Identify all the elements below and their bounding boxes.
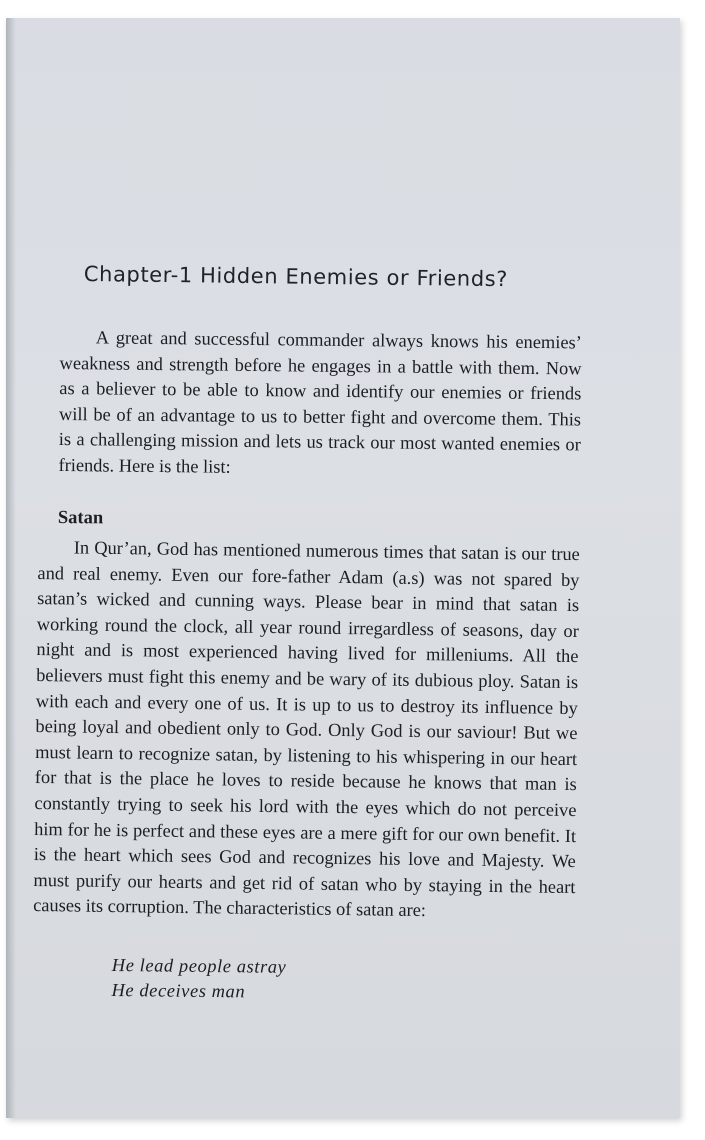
trait-item: He deceives man [111, 979, 246, 1002]
intro-paragraph [58, 325, 582, 484]
trait-item: He lead people astray [111, 954, 287, 977]
satan-traits-list [111, 953, 286, 1005]
chapter-title: Chapter-1 Hidden Enemies or Friends? [83, 262, 509, 292]
satan-paragraph-text: In Qur’an, God has mentioned numerous times that satan is our true and real enemy. Even our fore-father Adam (a.s) was not spared by satan’s wicked and cunning ways. Please bear in mind that satan is working round the clock, all year round irregardless of seasons, day or night and is most experienced having lived for milleniums. All the believers must fight this enemy and be wary of its dubious ploy. Satan is with each and every one of us. It is up to us to destroy its influence by being loyal and obedient only to God. Only God is our saviour! But we must learn to recognize satan, by listening to his whispering in our heart for that is the place he loves to reside because he knows that man is constantly trying to seek his lord with the eyes which do not perceive him for he is perfect and these eyes are a mere gift for our own benefit. It is the heart which sees God and recognizes his love and Majesty. We must purify our hearts and get rid of satan who by staying in the heart causes its corruption. The characteristics of satan are: [33, 537, 580, 921]
satan-paragraph [33, 535, 580, 926]
intro-paragraph-text: A great and successful commander always knows his enemies’ weakness and strength before he engages in a battle with them. Now as a believer to be able to know and identify our enemies or friends will be of an advantage to us to better fight and overcome them. This is a challenging mission and lets us track our most wanted enemies or friends. Here is the list: [58, 327, 582, 477]
section-heading-satan: Satan [57, 508, 104, 529]
page-spine-shadow [6, 18, 16, 1118]
